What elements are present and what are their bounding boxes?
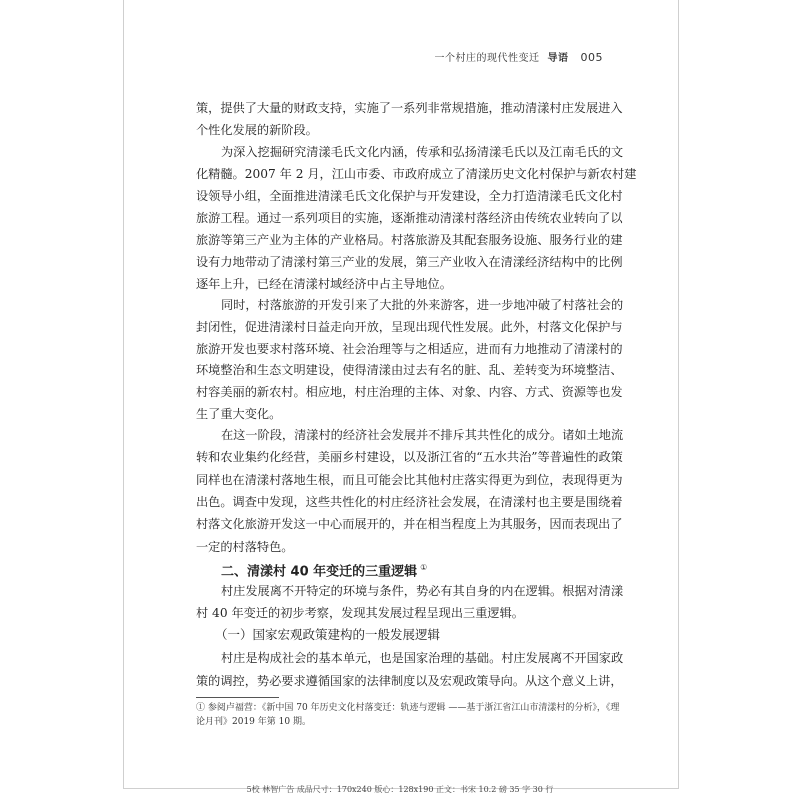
text-line: 同时，村落旅游的开发引来了大批的外来游客，进一步地冲破了村落社会的 <box>221 298 624 312</box>
text-line: 策，提供了大量的财政支持，实施了一系列非常规措施，推动清漾村庄发展进入 <box>196 101 623 115</box>
footnote-rule <box>196 697 279 698</box>
text-line: 化精髓。2007 年 2 月，江山市委、市政府成立了清漾历史文化村保护与新农村建 <box>196 167 637 181</box>
page-number: 005 <box>580 51 603 64</box>
text-line: 村庄是构成社会的基本单元，也是国家治理的基础。村庄发展离不开国家政 <box>221 651 624 665</box>
text-line: 一定的村落特色。 <box>196 539 294 554</box>
text-line: 个性化发展的新阶段。 <box>196 123 318 137</box>
text-line: 旅游开发也要求村落环境、社会治理等与之相适应，进而有力地推动了清漾村的 <box>196 341 623 356</box>
text-line: 环境整治和生态文明建设，使得清漾由过去有名的脏、乱、差转变为环境整洁、 <box>196 363 623 378</box>
section-name: 导语 <box>547 53 569 64</box>
text-line: 在这一阶段，清漾村的经济社会发展并不排斥其共性化的成分。诸如土地流 <box>221 428 624 442</box>
text-line: 逐年上升，已经在清漾村域经济中占主导地位。 <box>196 277 452 291</box>
text-line: 封闭性，促进清漾村日益走向开放，呈现出现代性发展。此外，村落文化保护与 <box>196 319 623 334</box>
running-header <box>435 49 604 64</box>
text-line: 同样也在清漾村落地生根，而且可能会比其他村庄落实得更为到位，表现得更为 <box>196 472 623 487</box>
text-line: 生了重大变化。 <box>196 407 282 421</box>
text-line: 村庄发展离不开特定的环境与条件，势必有其自身的内在逻辑。根据对清漾 <box>221 584 624 598</box>
text-line: 设有力地带动了清漾村第三产业的发展，第三产业收入在清漾经济结构中的比例 <box>196 255 623 269</box>
footnote-line: ① 参阅卢福营：《新中国 70 年历史文化村落变迁：轨迹与逻辑 ——基于浙江省江山市清漾村的分析》，《理 <box>196 703 620 713</box>
print-imprint: 5校 林智广告 成品尺寸：170x240 版心：128x190 正文：书宋 10.2 磅 35 字 30 行 <box>246 785 554 794</box>
text-line: 为深入挖掘研究清漾毛氏文化内涵，传承和弘扬清漾毛氏以及江南毛氏的文 <box>221 145 624 159</box>
text-line: 村容美丽的新农村。相应地，村庄治理的主体、对象、内容、方式、资源等也发 <box>196 385 623 400</box>
book-title: 一个村庄的现代性变迁 <box>434 53 540 64</box>
footnote-line: 论月刊》2019 年第 10 期。 <box>196 717 311 727</box>
text-line: 设领导小组，全面推进清漾毛氏文化保护与开发建设，全力打造清漾毛氏文化村 <box>196 189 623 203</box>
text-line: 策的调控，势必要求遵循国家的法律制度以及宏观政策导向。从这个意义上讲， <box>196 674 623 688</box>
text-line: 村落文化旅游开发这一中心而展开的，并在相当程度上为其服务，因而表现出了 <box>196 517 623 532</box>
text-line: 出色。调查中发现，这些共性化的村庄经济社会发展，在清漾村也主要是围绕着 <box>196 494 623 509</box>
text-line: 旅游工程。通过一系列项目的实施，逐渐推动清漾村落经济由传统农业转向了以 <box>196 211 623 225</box>
subsection-heading: （一）国家宏观政策建构的一般发展逻辑 <box>215 627 441 642</box>
footnote-mark: ① <box>420 563 428 572</box>
text-line: 旅游等第三产业为主体的产业格局。村落旅游及其配套服务设施、服务行业的建 <box>196 233 623 247</box>
text-line: 转和农业集约化经营，美丽乡村建设，以及浙江省的“五水共治”等普遍性的政策 <box>196 450 623 465</box>
text-line: 村 40 年变迁的初步考察，发现其发展过程呈现出三重逻辑。 <box>196 606 524 620</box>
section-heading-text: 二、清漾村 40 年变迁的三重逻辑 <box>221 564 418 580</box>
section-heading <box>221 559 427 581</box>
